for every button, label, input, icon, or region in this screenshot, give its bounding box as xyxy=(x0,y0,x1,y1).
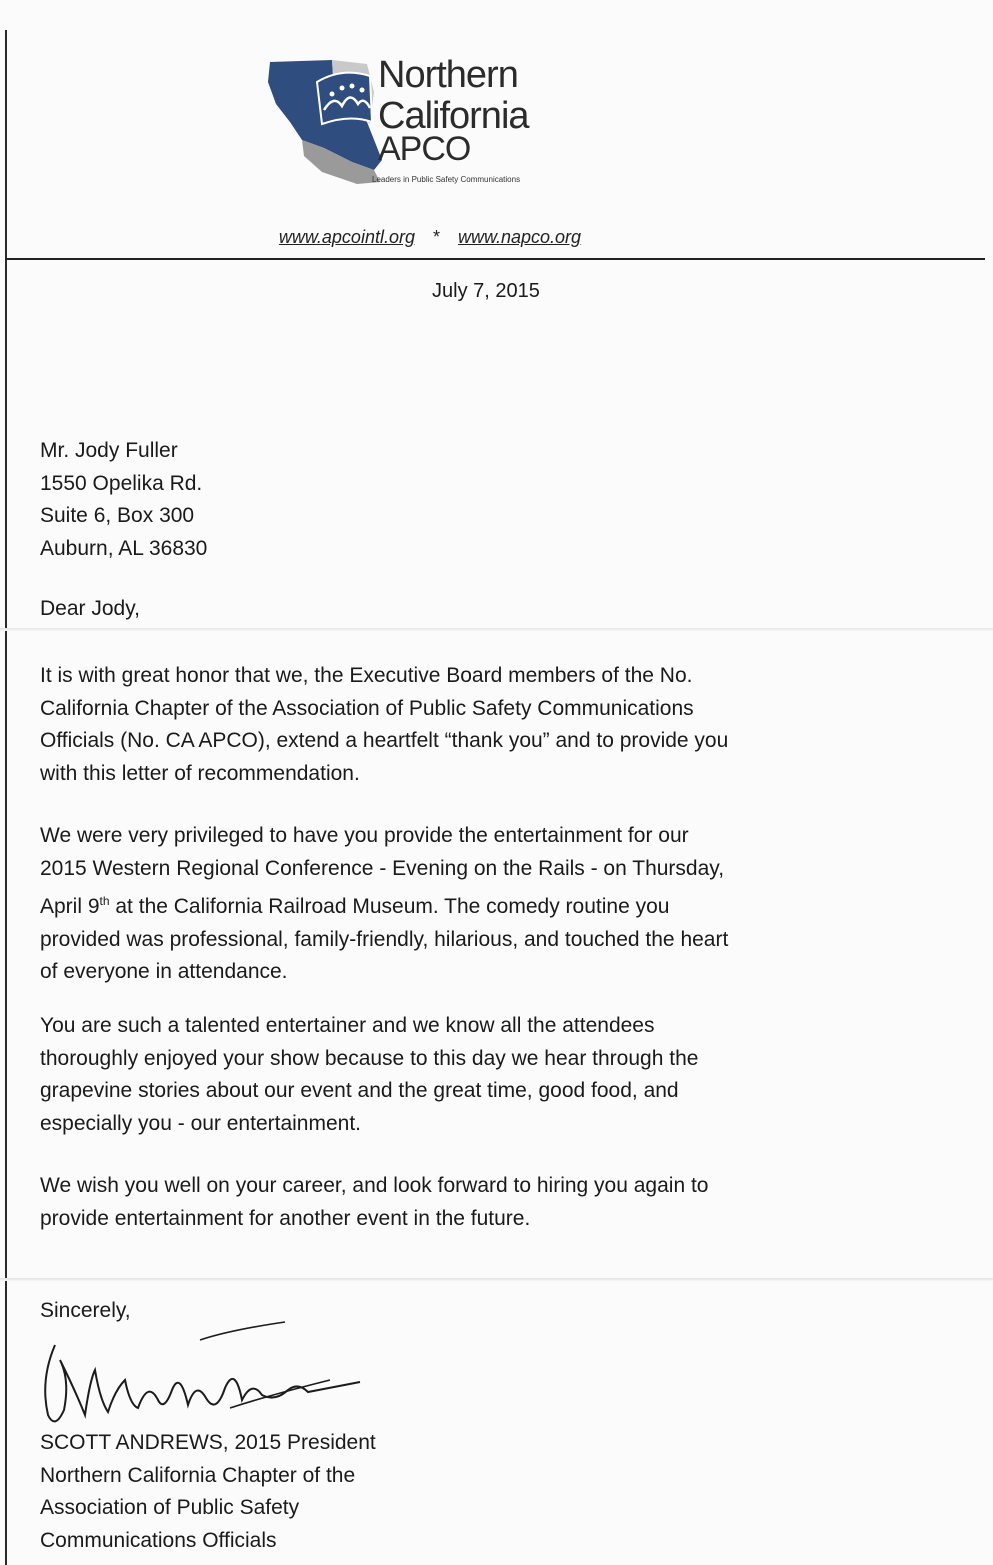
logo-text-line2: California xyxy=(378,95,529,137)
signature-block xyxy=(40,1427,376,1557)
organization-line: Association of Public Safety xyxy=(40,1496,300,1519)
paragraph-line: We were very privileged to have you provide the entertainment for our xyxy=(40,824,689,847)
paragraph-line: grapevine stories about our event and the great time, good food, and xyxy=(40,1079,679,1102)
logo-text-line1: Northern xyxy=(378,54,518,96)
paragraph-line: Officials (No. CA APCO), extend a heartfelt “thank you” and to provide you xyxy=(40,729,729,752)
paragraph-line: California Chapter of the Association of Public Safety Communications xyxy=(40,696,694,720)
paragraph-line: 2015 Western Regional Conference - Evening on the Rails - on Thursday, xyxy=(40,856,725,880)
left-border-line xyxy=(5,30,7,1565)
logo-tagline: Leaders in Public Safety Communications xyxy=(372,175,521,184)
paragraph-line: You are such a talented entertainer and we know all the attendees xyxy=(40,1014,655,1037)
paragraph-line: provide entertainment for another event in the future. xyxy=(40,1206,531,1230)
logo-text-line3: APCO xyxy=(378,130,471,168)
paragraph-line: especially you - our entertainment. xyxy=(40,1111,361,1135)
paragraph-line: of everyone in attendance. xyxy=(40,960,288,983)
paper-fold xyxy=(0,628,993,631)
address-line: 1550 Opelika Rd. xyxy=(40,471,203,495)
paragraph-line xyxy=(40,885,728,924)
paragraph-line: with this letter of recommendation. xyxy=(40,761,360,785)
link-separator: * xyxy=(432,227,440,247)
date-day: April 9 xyxy=(40,895,100,918)
paragraph-line: provided was professional, family-friendly, hilarious, and touched the heart xyxy=(40,927,729,951)
organization-line: Communications Officials xyxy=(40,1528,277,1552)
paragraph-line: It is with great honor that we, the Executive Board members of the No. xyxy=(40,664,693,687)
apcointl-link[interactable]: www.apcointl.org xyxy=(278,227,415,247)
organization-line: Northern California Chapter of the xyxy=(40,1463,356,1487)
paragraph-2 xyxy=(40,820,728,989)
address-line: Suite 6, Box 300 xyxy=(40,504,195,527)
closing: Sincerely, xyxy=(40,1299,131,1322)
ordinal-suffix: th xyxy=(99,894,110,908)
address-line: Mr. Jody Fuller xyxy=(40,439,178,462)
website-links xyxy=(0,227,860,248)
salutation: Dear Jody, xyxy=(40,597,140,620)
paragraph-line: We wish you well on your career, and look forward to hiring you again to xyxy=(40,1174,709,1197)
paragraph-4 xyxy=(40,1170,708,1235)
letter-date: July 7, 2015 xyxy=(432,280,540,302)
paragraph-3 xyxy=(40,1010,698,1140)
paragraph-line: thoroughly enjoyed your show because to this day we hear through the xyxy=(40,1046,699,1070)
recipient-address xyxy=(40,435,207,565)
napco-link[interactable]: www.napco.org xyxy=(458,227,582,247)
header-divider-line xyxy=(5,258,985,260)
paragraph-1 xyxy=(40,660,728,790)
paper-fold xyxy=(0,1278,993,1281)
signer-name-title: SCOTT ANDREWS, 2015 President xyxy=(40,1431,376,1454)
address-line: Auburn, AL 36830 xyxy=(40,536,208,560)
paragraph-line-rest: at the California Railroad Museum. The comedy routine you xyxy=(109,895,670,918)
